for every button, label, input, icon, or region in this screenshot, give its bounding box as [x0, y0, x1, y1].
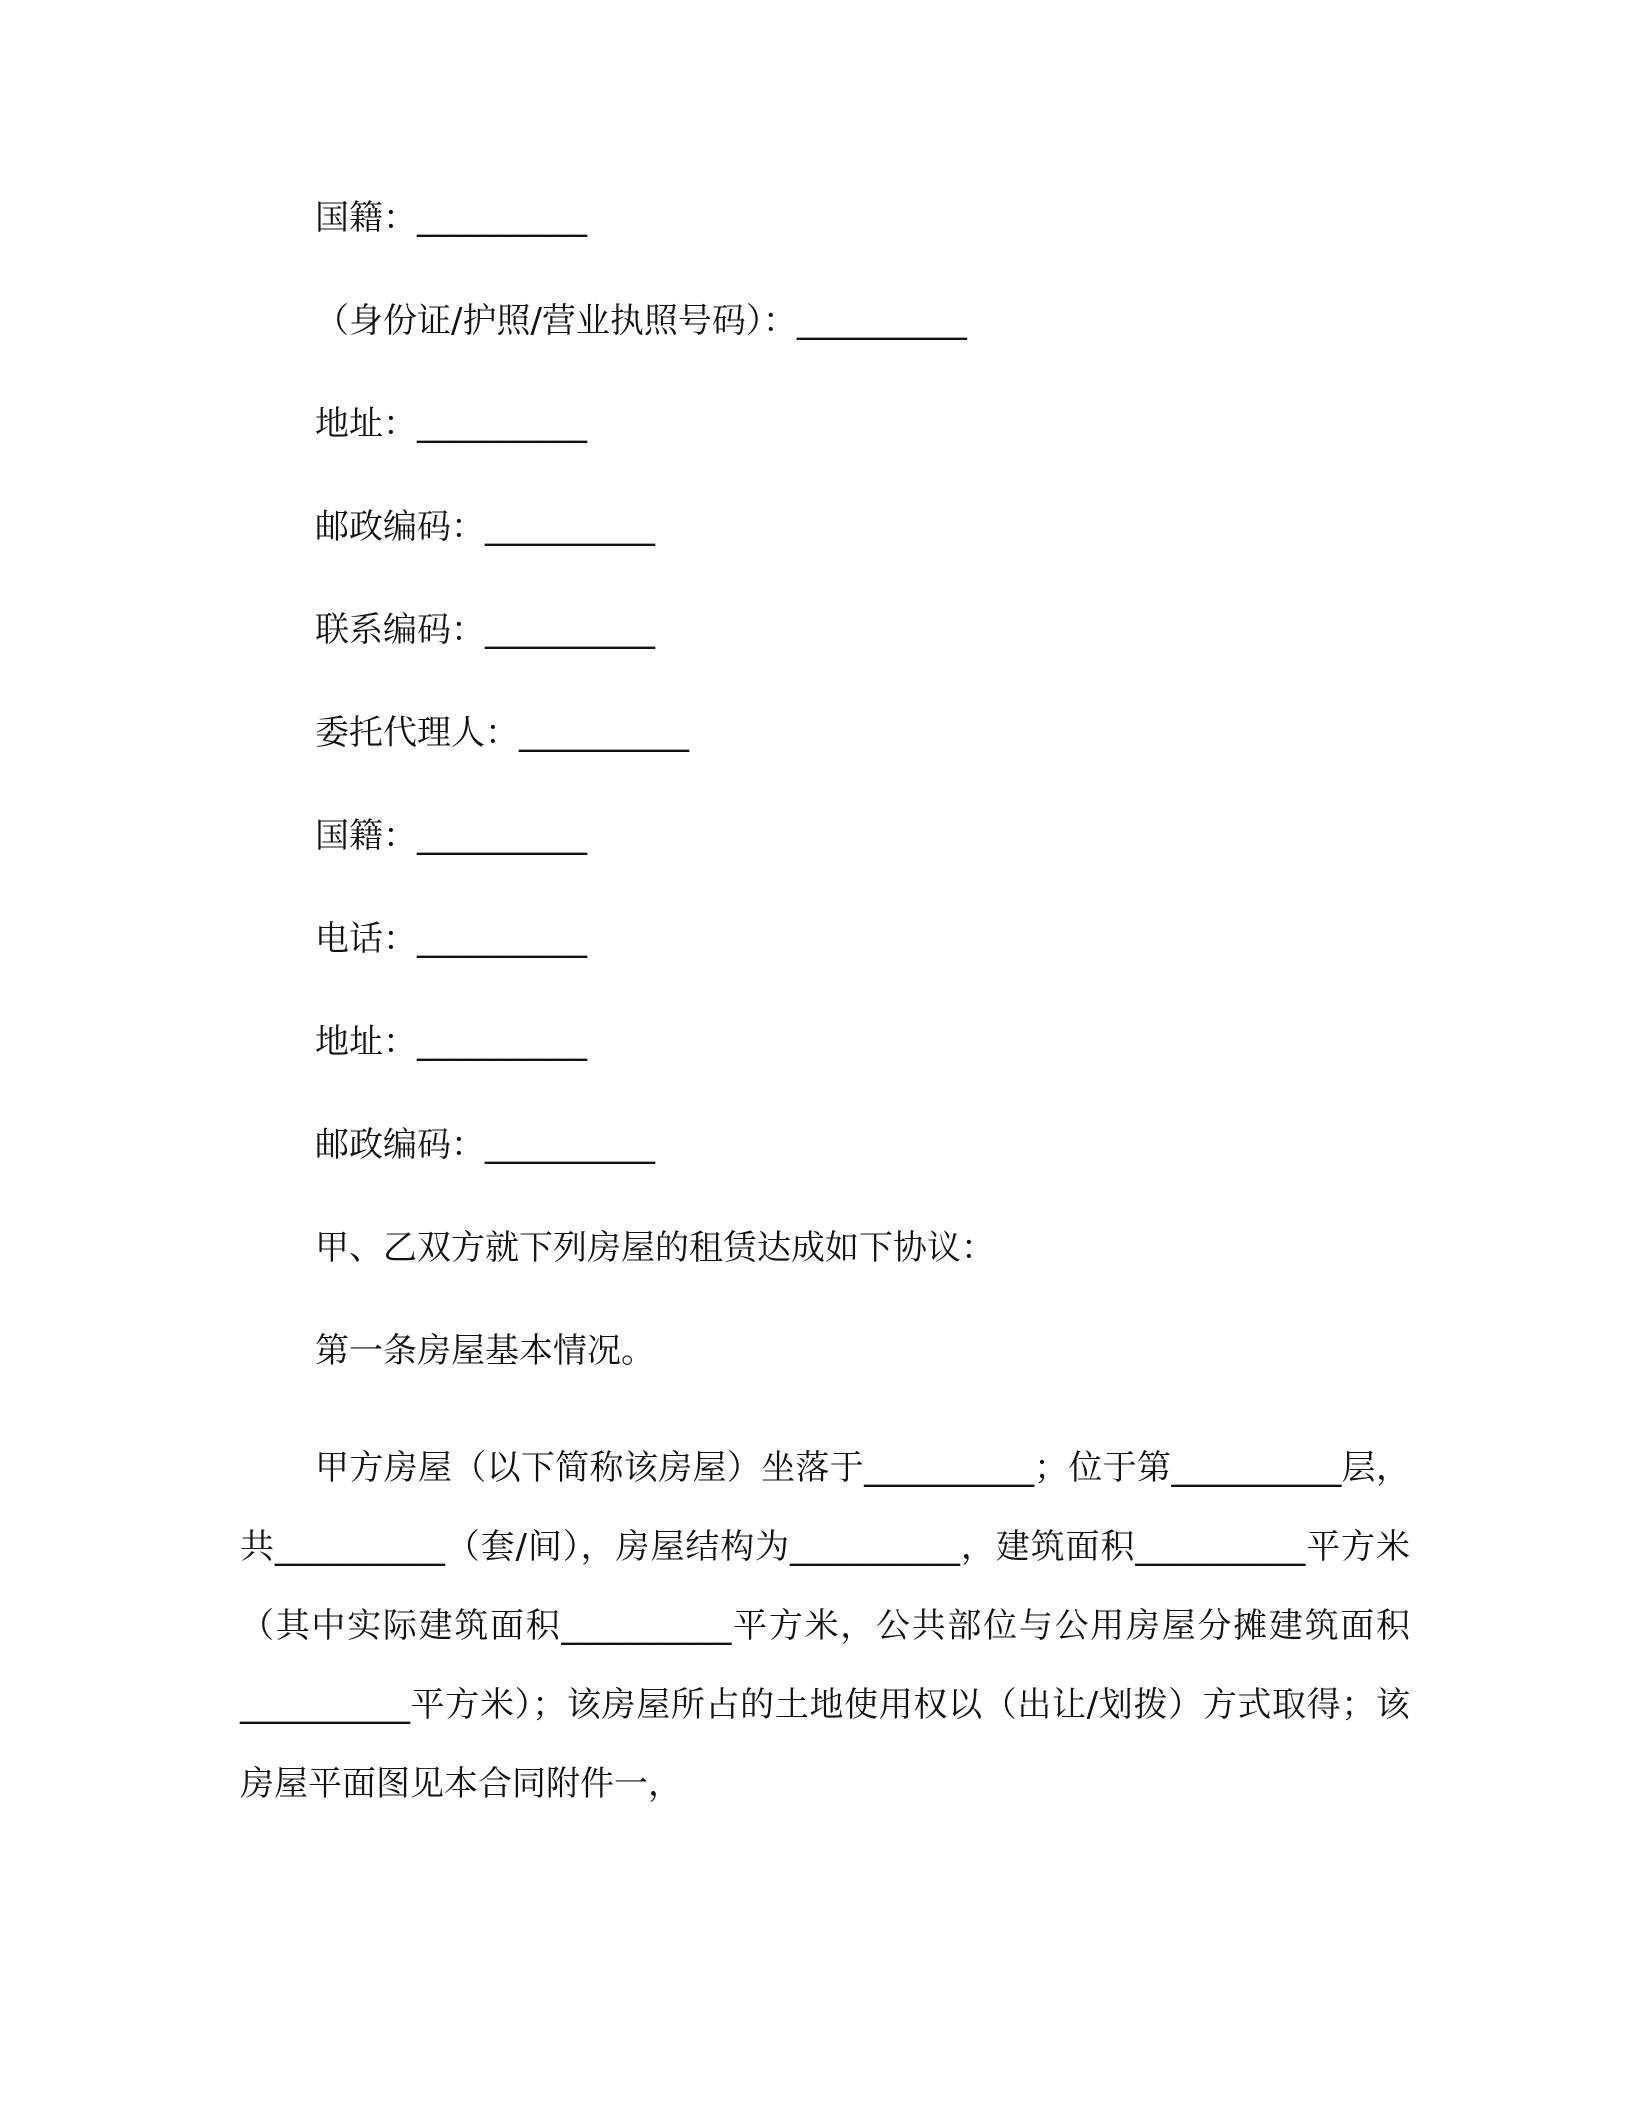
article-one-paragraph: 甲方房屋（以下简称该房屋）坐落于__________；位于第__________层，共__________（套/间），房屋结构为__________，建筑面积__________平方米（其中实际建筑面积__________平方米，公共部位与公用房屋分摊建筑面积__________平方米）；该房屋所占的土地使用权以（出让/划拨）方式取得；该房屋平面图见本合同附件一， — [240, 1448, 1410, 1804]
contact-code-field: 联系编码：__________ — [315, 610, 655, 650]
agent-postal-code-field: 邮政编码：__________ — [315, 1125, 655, 1165]
postal-code-field: 邮政编码：__________ — [315, 507, 655, 547]
agent-address-field: 地址：__________ — [315, 1022, 587, 1062]
address-field: 地址：__________ — [315, 404, 587, 444]
agent-field: 委托代理人：__________ — [315, 713, 689, 753]
id-number-field: （身份证/护照/营业执照号码）：__________ — [315, 301, 967, 341]
phone-field: 电话：__________ — [315, 919, 587, 959]
agreement-intro: 甲、乙双方就下列房屋的租赁达成如下协议： — [315, 1228, 995, 1268]
agent-nationality-field: 国籍：__________ — [315, 816, 587, 856]
nationality-field: 国籍：__________ — [315, 198, 587, 238]
article-one-heading: 第一条房屋基本情况。 — [315, 1331, 655, 1371]
